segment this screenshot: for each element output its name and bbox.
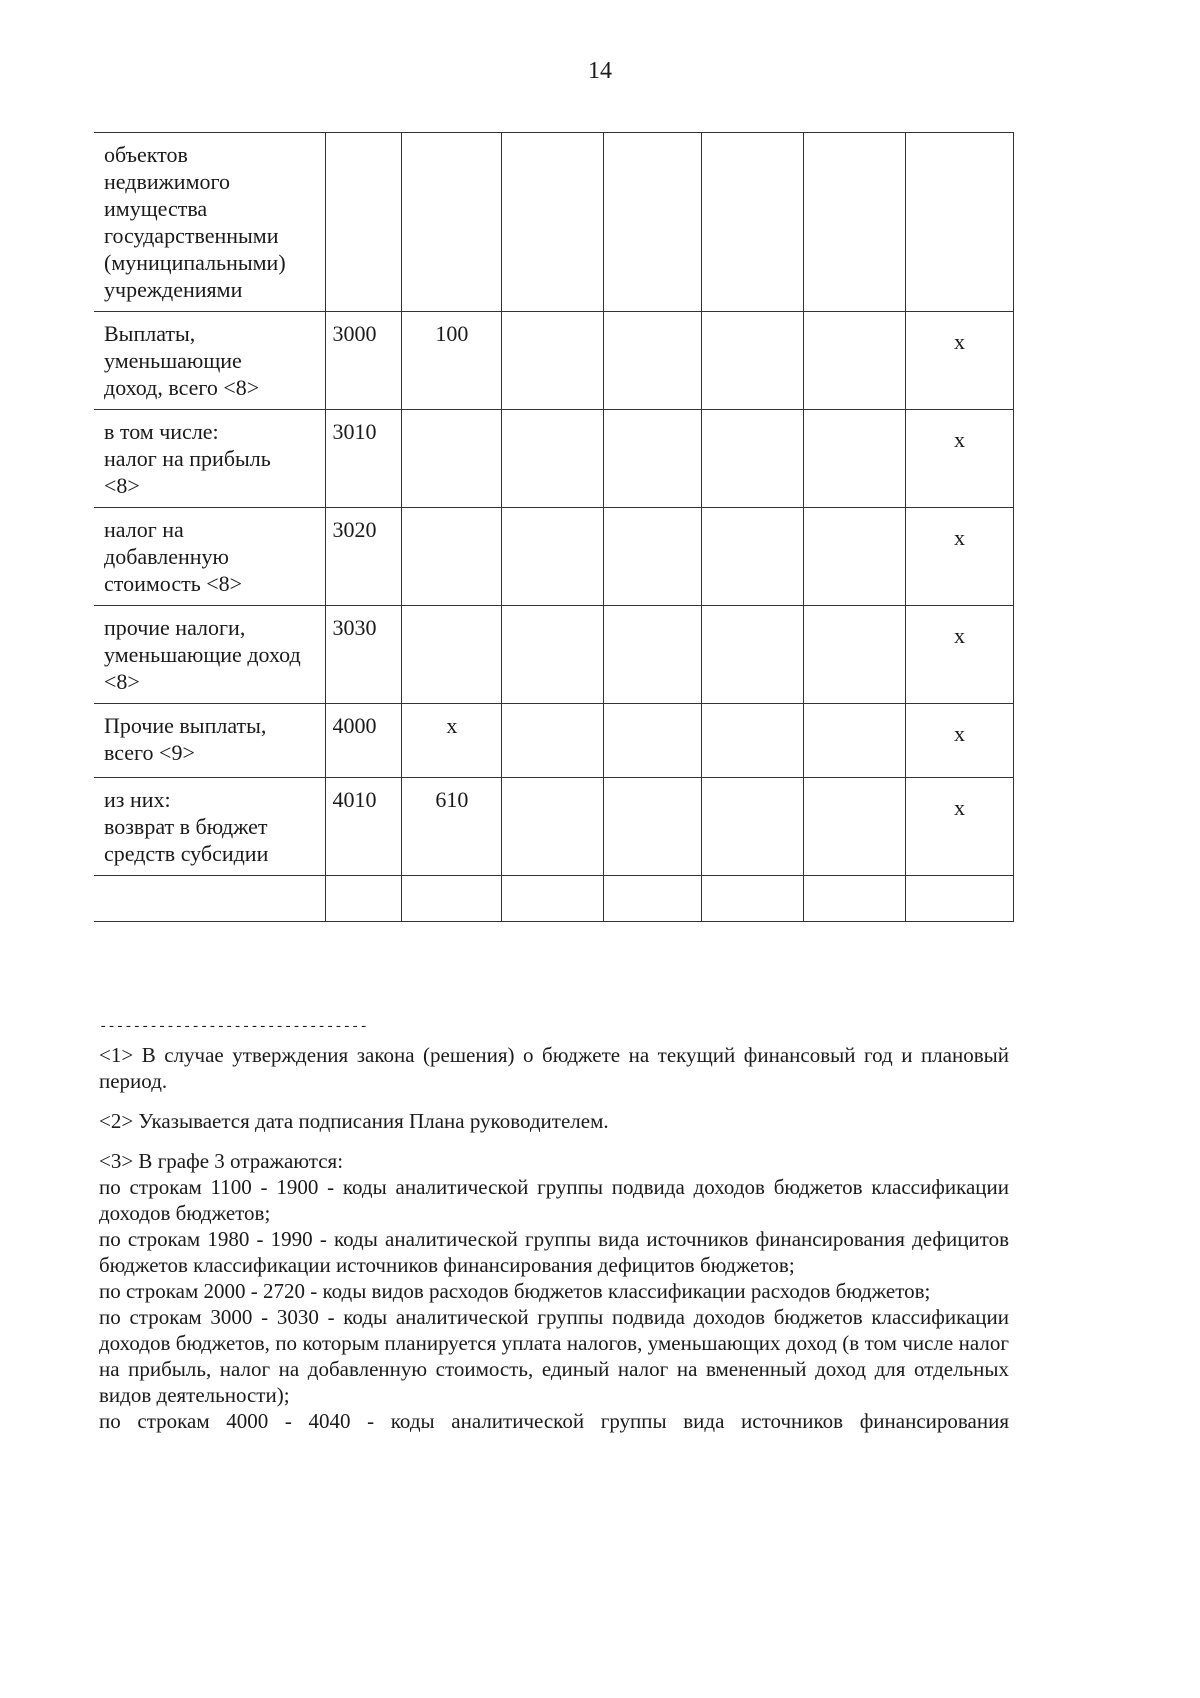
row-col3: х <box>402 704 502 778</box>
row-col8: х <box>906 410 1014 508</box>
row-label <box>94 876 326 922</box>
row-code: 3000 <box>326 312 402 410</box>
row-col4 <box>502 508 604 606</box>
row-col8 <box>906 876 1014 922</box>
row-col8: х <box>906 704 1014 778</box>
table-row <box>94 778 1014 876</box>
row-label: объектов недвижимого имущества государственными (муниципальными) учреждениями <box>94 133 326 312</box>
row-code: 4000 <box>326 704 402 778</box>
footnote-separator: -------------------------------- <box>99 1019 368 1035</box>
footnotes <box>99 1020 1009 1434</box>
row-col6 <box>702 778 804 876</box>
row-col5 <box>604 778 702 876</box>
row-col5 <box>604 876 702 922</box>
footnote-3-line: по строкам 2000 - 2720 - коды видов расходов бюджетов классификации расходов бюджетов; <box>99 1279 931 1303</box>
row-col8: х <box>906 778 1014 876</box>
footnote-3-line: по строкам 1980 - 1990 - коды аналитической группы вида источников финансирования дефицитов бюджетов классификации источников финансирования дефицитов бюджетов; <box>99 1227 1009 1277</box>
row-col6 <box>702 312 804 410</box>
row-col8: х <box>906 606 1014 704</box>
row-col8 <box>906 133 1014 312</box>
row-col6 <box>702 410 804 508</box>
row-col8: х <box>906 312 1014 410</box>
row-col3 <box>402 606 502 704</box>
row-col8: х <box>906 508 1014 606</box>
row-code: 3010 <box>326 410 402 508</box>
row-code: 3020 <box>326 508 402 606</box>
row-col5 <box>604 606 702 704</box>
row-col6 <box>702 704 804 778</box>
table-row <box>94 704 1014 778</box>
row-col3: 610 <box>402 778 502 876</box>
row-col3 <box>402 410 502 508</box>
row-code <box>326 133 402 312</box>
table-row <box>94 312 1014 410</box>
footnote-3-line: по строкам 1100 - 1900 - коды аналитической группы подвида доходов бюджетов классификации доходов бюджетов; <box>99 1175 1009 1225</box>
row-col7 <box>804 606 906 704</box>
row-col6 <box>702 876 804 922</box>
row-col7 <box>804 508 906 606</box>
row-col5 <box>604 133 702 312</box>
row-label: из них: возврат в бюджет средств субсидии <box>94 778 326 876</box>
page-number: 14 <box>588 58 612 84</box>
row-label: Прочие выплаты, всего <9> <box>94 704 326 778</box>
footnote-3-line: по строкам 3000 - 3030 - коды аналитической группы подвида доходов бюджетов классификации доходов бюджетов, по которым планируется уплата налогов, уменьшающих доход (в том числе налог на прибыль, налог на добавленную стоимость, единый налог на вмененный доход для отдельных видов деятельности); <box>99 1305 1009 1407</box>
footnote-2: <2> Указывается дата подписания Плана руководителем. <box>99 1109 609 1133</box>
row-label: в том числе: налог на прибыль <8> <box>94 410 326 508</box>
row-label: прочие налоги, уменьшающие доход <8> <box>94 606 326 704</box>
row-col7 <box>804 876 906 922</box>
table-row <box>94 133 1014 312</box>
row-col4 <box>502 876 604 922</box>
table-row <box>94 508 1014 606</box>
row-col6 <box>702 133 804 312</box>
table-row <box>94 606 1014 704</box>
row-col7 <box>804 312 906 410</box>
row-col4 <box>502 704 604 778</box>
row-col7 <box>804 778 906 876</box>
row-col4 <box>502 410 604 508</box>
table-row <box>94 876 1014 922</box>
row-col5 <box>604 704 702 778</box>
row-col3 <box>402 876 502 922</box>
row-col3 <box>402 508 502 606</box>
row-col6 <box>702 508 804 606</box>
row-label: Выплаты, уменьшающие доход, всего <8> <box>94 312 326 410</box>
row-col5 <box>604 312 702 410</box>
row-col3: 100 <box>402 312 502 410</box>
row-code <box>326 876 402 922</box>
row-col4 <box>502 606 604 704</box>
row-col4 <box>502 778 604 876</box>
row-col7 <box>804 133 906 312</box>
footnote-3-line: по строкам 4000 - 4040 - коды аналитической группы вида источников финансирования <box>99 1409 1009 1433</box>
footnote-1: <1> В случае утверждения закона (решения) о бюджете на текущий финансовый год и плановый период. <box>99 1043 1009 1093</box>
footnote-3-heading: <3> В графе 3 отражаются: <box>99 1149 344 1173</box>
table-row <box>94 410 1014 508</box>
row-col4 <box>502 312 604 410</box>
row-col7 <box>804 704 906 778</box>
row-col5 <box>604 410 702 508</box>
plan-table <box>94 132 1014 922</box>
row-col5 <box>604 508 702 606</box>
row-code: 4010 <box>326 778 402 876</box>
row-col7 <box>804 410 906 508</box>
row-col4 <box>502 133 604 312</box>
row-col6 <box>702 606 804 704</box>
row-label: налог на добавленную стоимость <8> <box>94 508 326 606</box>
row-code: 3030 <box>326 606 402 704</box>
row-col3 <box>402 133 502 312</box>
